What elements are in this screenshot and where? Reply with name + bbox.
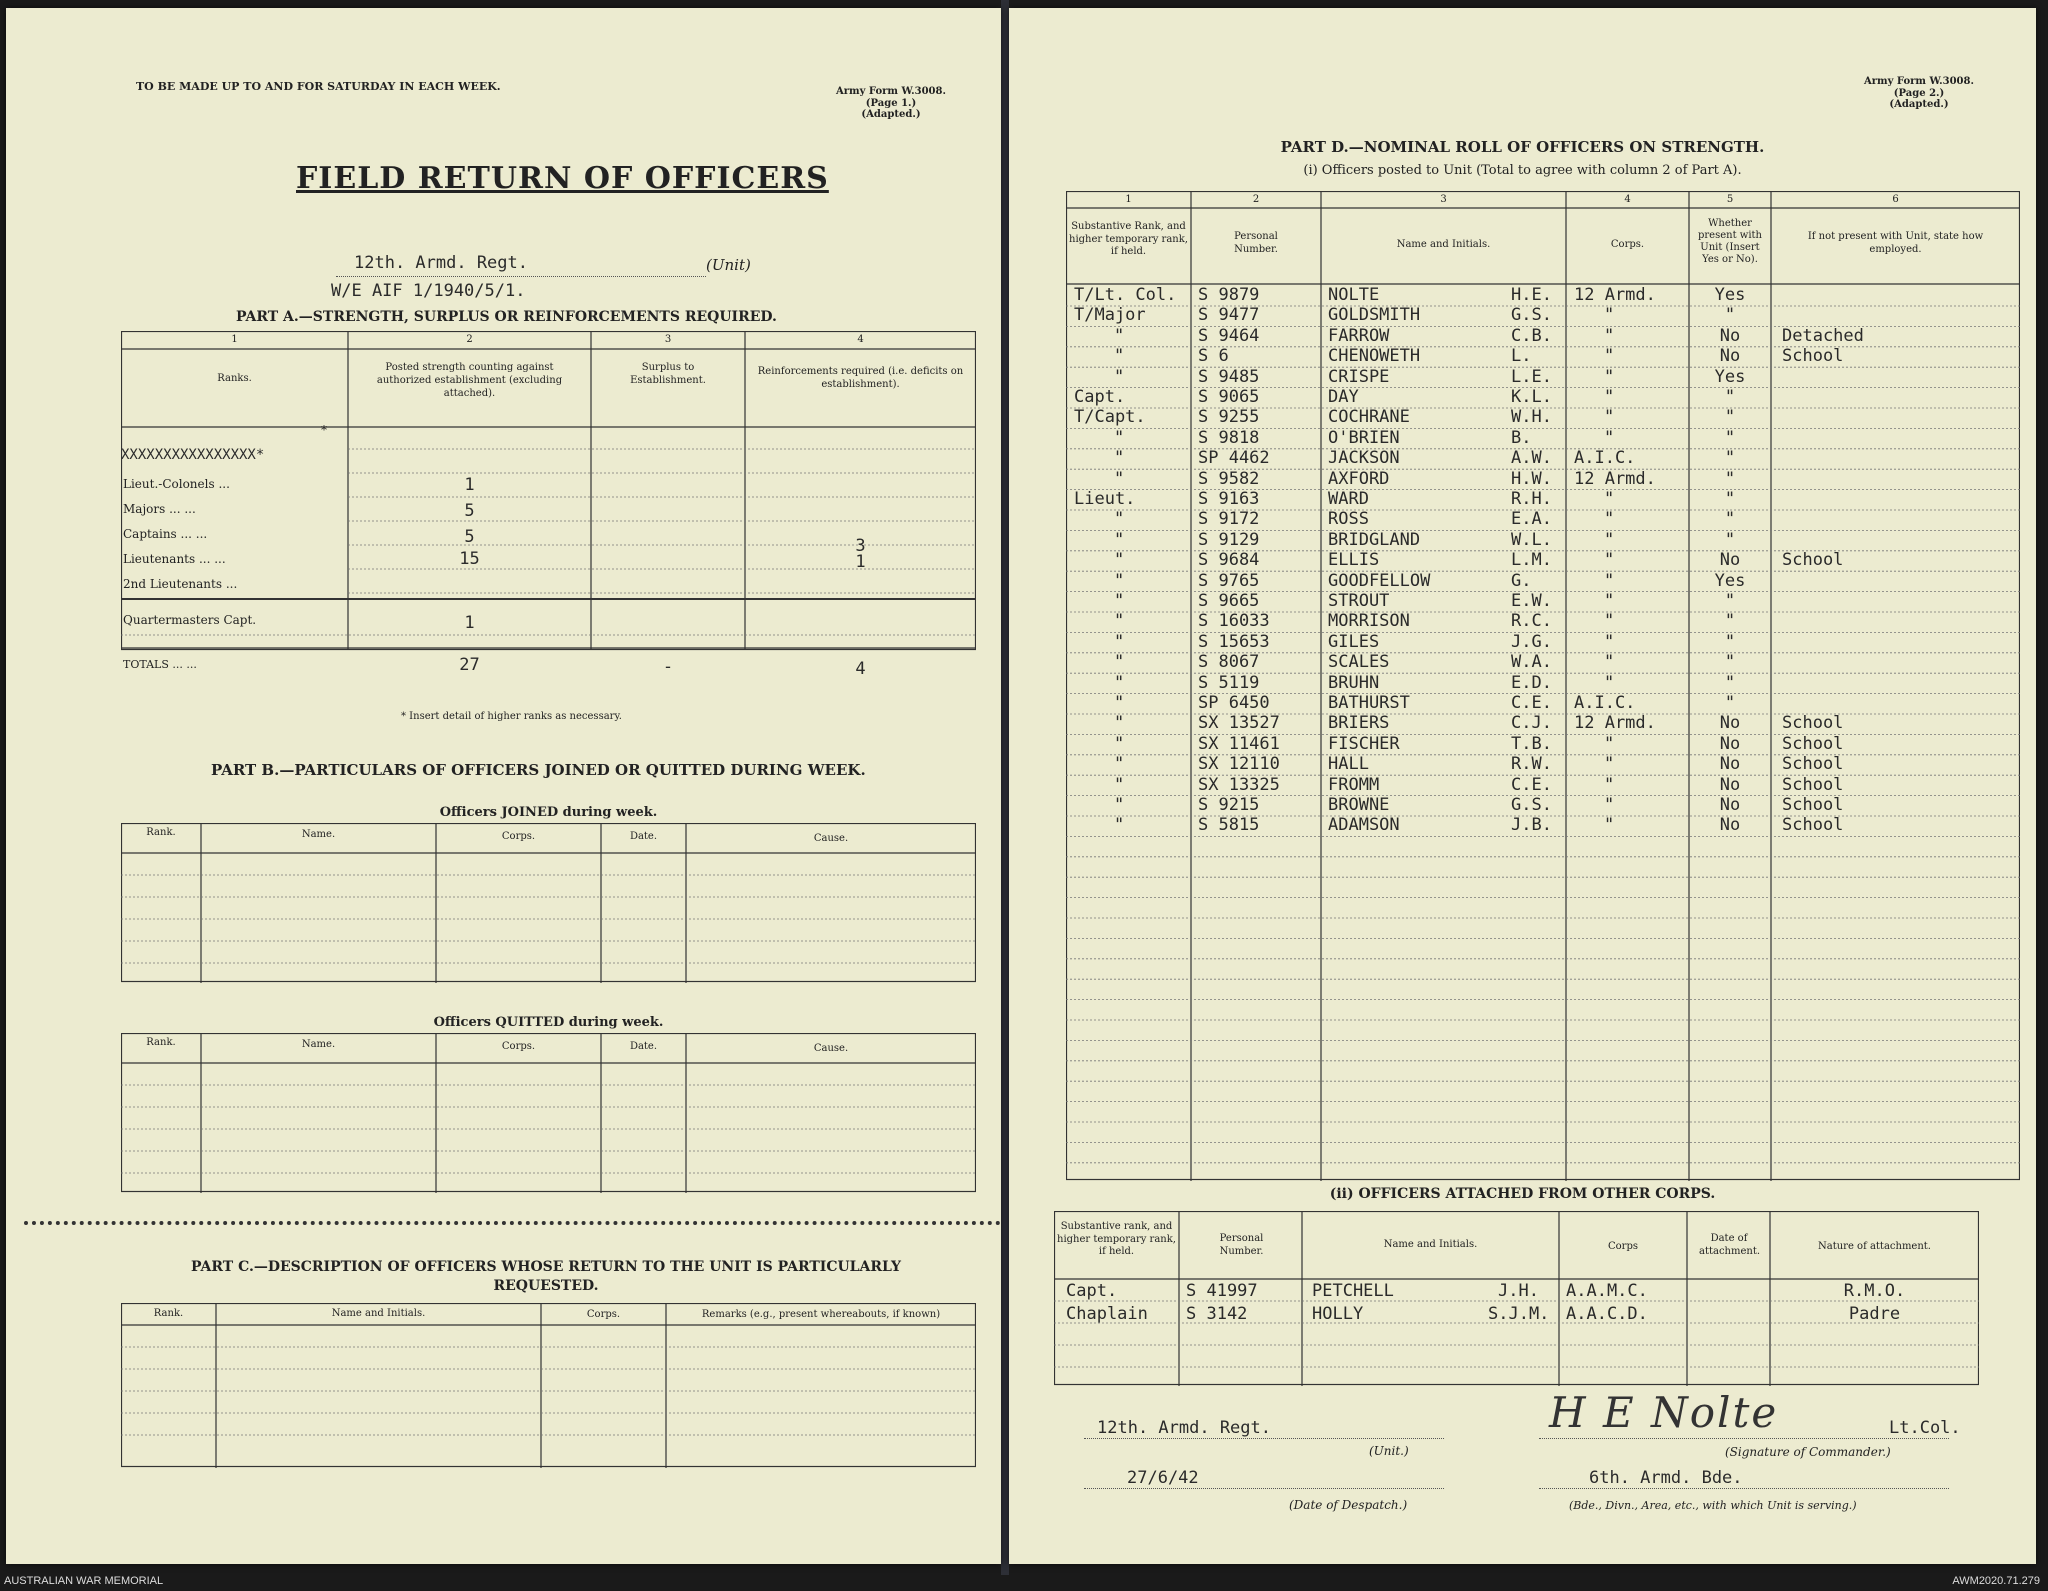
officer-name: BRIDGLAND <box>1328 529 1421 550</box>
officer-rank: Capt. <box>1074 387 1126 407</box>
part-c-col-rank: Rank. <box>153 1308 184 1319</box>
col-num-1: 1 <box>231 334 238 345</box>
officer-rank: " <box>1114 672 1125 693</box>
rank-2nd-lieutenants: 2nd Lieutenants ... <box>123 577 238 591</box>
brigade-label: (Bde., Divn., Area, etc., with which Unit is serving.) <box>1569 1499 1857 1512</box>
we-reference: W/E AIF 1/1940/5/1. <box>331 281 526 301</box>
tear-line <box>24 1221 1001 1225</box>
pd-header-rank: Substantive Rank, and higher temporary rank, if held. <box>1069 221 1188 257</box>
army-form-label <box>826 86 956 121</box>
officer-name: MORRISON <box>1328 611 1410 632</box>
officer-corps: " <box>1604 325 1615 346</box>
quitted-grid <box>121 1033 976 1193</box>
army-form-number: Army Form W.3008. <box>836 86 946 97</box>
officer-rank: " <box>1114 693 1125 713</box>
officer-name: GOLDSMITH <box>1328 305 1421 326</box>
officer-initials: C.J. <box>1511 713 1552 734</box>
officer-number: S 9485 <box>1198 366 1260 387</box>
totals-label: TOTALS ... ... <box>123 658 197 671</box>
pd-col-num-4: 4 <box>1624 194 1631 205</box>
officer-rank: " <box>1114 509 1125 530</box>
officer-present: " <box>1724 693 1736 713</box>
brigade-rule <box>1539 1488 1949 1489</box>
officer-corps: " <box>1604 795 1615 815</box>
officer-name: ADAMSON <box>1328 815 1400 836</box>
officer-number: S 5815 <box>1198 815 1260 836</box>
unit-label: (Unit) <box>706 256 751 274</box>
part-c-grid <box>121 1303 976 1468</box>
officer-employed: School <box>1782 754 1844 775</box>
officer-initials: G. <box>1511 570 1532 591</box>
officer-initials: L. <box>1511 346 1532 367</box>
officer-initials: G.S. <box>1511 795 1552 815</box>
officer-name: GILES <box>1328 631 1380 652</box>
att-row-2-nature: Padre <box>1848 1304 1901 1324</box>
officer-corps: " <box>1604 815 1615 836</box>
col-header-surplus: Surplus to Establishment. <box>630 362 706 386</box>
despatch-date-label: (Date of Despatch.) <box>1289 1498 1408 1512</box>
officer-initials: H.W. <box>1511 468 1552 489</box>
quitted-col-rank: Rank. <box>146 1037 176 1048</box>
officer-initials: L.E. <box>1511 366 1552 387</box>
officer-number: S 9255 <box>1198 407 1260 428</box>
quitted-col-name: Name. <box>301 1039 336 1050</box>
officer-present: " <box>1724 611 1736 632</box>
officer-rank: " <box>1114 815 1125 836</box>
officer-number: SP 6450 <box>1198 693 1270 713</box>
officer-employed: School <box>1782 733 1844 754</box>
att-row-2-corps: A.A.C.D. <box>1566 1304 1648 1324</box>
pd-col-num-2: 2 <box>1252 194 1260 205</box>
officer-name: FROMM <box>1328 774 1380 795</box>
att-header-rank: Substantive rank, and higher temporary rank, if held. <box>1057 1221 1176 1257</box>
att-row-2-number: S 3142 <box>1186 1304 1248 1324</box>
officer-initials: H.E. <box>1511 285 1552 305</box>
officer-rank: " <box>1114 366 1125 387</box>
officer-number: S 9172 <box>1198 509 1260 530</box>
officer-initials: W.H. <box>1511 407 1552 428</box>
pd-col-num-5: 5 <box>1726 194 1734 205</box>
brigade-value: 6th. Armd. Bde. <box>1589 1468 1743 1488</box>
officer-corps: " <box>1604 570 1615 591</box>
rank-majors: Majors ... ... <box>123 502 196 516</box>
col-num-4: 4 <box>857 334 864 345</box>
pd-col-num-1: 1 <box>1125 194 1132 205</box>
part-a-table <box>121 331 976 691</box>
officer-present: " <box>1724 448 1736 469</box>
officer-rank: " <box>1114 591 1125 611</box>
officer-initials: G.S. <box>1511 305 1552 326</box>
officer-number: S 9879 <box>1198 285 1260 305</box>
officer-rank: T/Major <box>1074 305 1146 326</box>
officer-rank: T/Lt. Col. <box>1074 285 1177 305</box>
officer-corps: " <box>1604 672 1615 693</box>
joined-col-cause: Cause. <box>813 833 849 844</box>
officer-present: No <box>1719 815 1741 836</box>
officer-present: " <box>1724 631 1736 652</box>
officer-employed: Detached <box>1782 325 1864 346</box>
officer-rank: " <box>1114 611 1125 632</box>
officer-number: S 9065 <box>1198 387 1260 407</box>
despatch-date-rule <box>1084 1488 1444 1489</box>
officer-initials: C.E. <box>1511 774 1552 795</box>
att-row-2-rank: Chaplain <box>1066 1304 1148 1324</box>
att-row-1-name: PETCHELL <box>1312 1281 1394 1301</box>
officer-number: S 9582 <box>1198 468 1260 489</box>
officer-rank: " <box>1114 631 1125 652</box>
footer-unit-rule <box>1084 1438 1444 1439</box>
totals-surplus: - <box>662 657 674 677</box>
officer-rank: " <box>1114 733 1125 754</box>
officer-corps: " <box>1604 305 1615 326</box>
officer-number: S 9765 <box>1198 570 1260 591</box>
officer-present: No <box>1719 774 1741 795</box>
officer-name: STROUT <box>1328 591 1390 611</box>
officer-name: HALL <box>1328 754 1369 775</box>
officer-number: S 8067 <box>1198 652 1260 673</box>
posted-lieutenants: 15 <box>459 549 480 569</box>
officer-corps: " <box>1604 407 1615 428</box>
officer-rank: " <box>1114 448 1125 469</box>
officer-initials: E.D. <box>1511 672 1552 693</box>
officer-present: " <box>1724 427 1736 448</box>
rank-captains: Captains ... ... <box>123 527 208 541</box>
officer-initials: T.B. <box>1511 733 1552 754</box>
officer-initials: C.B. <box>1511 325 1552 346</box>
officer-corps: " <box>1604 754 1615 775</box>
totals-posted: 27 <box>459 655 480 675</box>
officer-rank: Lieut. <box>1074 489 1136 509</box>
reinf-captains: 3 <box>855 536 866 556</box>
officer-corps: " <box>1604 733 1615 754</box>
rank-lieut-colonels: Lieut.-Colonels ... <box>123 477 230 491</box>
officer-present: No <box>1719 325 1741 346</box>
att-header-name: Name and Initials. <box>1383 1239 1478 1250</box>
part-d-heading: PART D.—NOMINAL ROLL OF OFFICERS ON STRENGTH. <box>1280 138 1765 156</box>
officer-corps: " <box>1604 611 1615 632</box>
officer-present: No <box>1719 550 1741 571</box>
book-gutter <box>1001 0 1009 1575</box>
officer-name: FISCHER <box>1328 733 1400 754</box>
officer-corps: 12 Armd. <box>1574 468 1656 489</box>
joined-grid <box>121 823 976 983</box>
officer-initials: R.C. <box>1511 611 1552 632</box>
quitted-col-date: Date. <box>629 1041 658 1052</box>
officer-present: " <box>1724 468 1736 489</box>
part-c-col-corps: Corps. <box>586 1309 621 1320</box>
officer-name: NOLTE <box>1328 285 1380 305</box>
officer-employed: School <box>1782 815 1844 836</box>
officer-initials: C.E. <box>1511 693 1552 713</box>
officer-employed: School <box>1782 550 1844 571</box>
officer-present: " <box>1724 591 1736 611</box>
officer-name: SCALES <box>1328 652 1390 673</box>
officer-present: " <box>1724 387 1736 407</box>
part-c-table <box>121 1303 976 1468</box>
officer-name: DAY <box>1328 387 1359 407</box>
attached-heading: (ii) OFFICERS ATTACHED FROM OTHER CORPS. <box>1329 1186 1716 1202</box>
posted-captains: 5 <box>464 527 475 547</box>
officer-rank: " <box>1114 652 1125 673</box>
officer-number: S 5119 <box>1198 672 1260 693</box>
officer-number: S 6 <box>1198 346 1229 367</box>
officer-corps: A.I.C. <box>1574 448 1636 469</box>
att-row-1-rank: Capt. <box>1066 1281 1118 1301</box>
col-header-reinforcements: Reinforcements required (i.e. deficits on establishment). <box>757 366 964 390</box>
officer-corps: " <box>1604 550 1615 571</box>
officer-initials: J.G. <box>1511 631 1552 652</box>
officer-number: S 9665 <box>1198 591 1260 611</box>
att-row-1-initials: J.H. <box>1498 1281 1539 1301</box>
officer-number: S 9818 <box>1198 427 1260 448</box>
officer-rank: T/Capt. <box>1074 407 1146 428</box>
despatch-date-value: 27/6/42 <box>1127 1468 1199 1488</box>
att-row-1-number: S 41997 <box>1186 1281 1258 1301</box>
officer-corps: 12 Armd. <box>1574 713 1656 734</box>
signature-label: (Signature of Commander.) <box>1725 1445 1891 1459</box>
officer-present: No <box>1719 713 1741 734</box>
footer-institution: AUSTRALIAN WAR MEMORIAL <box>4 1575 164 1587</box>
officer-name: O'BRIEN <box>1328 427 1400 448</box>
officer-rank: " <box>1114 346 1125 367</box>
officer-present: " <box>1724 489 1736 509</box>
officer-corps: " <box>1604 509 1615 530</box>
totals-reinf: 4 <box>855 659 866 679</box>
officer-rank: " <box>1114 529 1125 550</box>
officer-present: Yes <box>1714 285 1746 305</box>
officer-corps: " <box>1604 489 1615 509</box>
officer-name: CHENOWETH <box>1328 346 1421 367</box>
part-d-subheading: (i) Officers posted to Unit (Total to agree with column 2 of Part A). <box>1303 163 1742 178</box>
officer-corps: 12 Armd. <box>1574 285 1656 305</box>
part-d-table <box>1066 191 2020 1181</box>
footer-accession: AWM2020.71.279 <box>1952 1575 2040 1587</box>
footer-unit-label: (Unit.) <box>1369 1444 1409 1458</box>
adapted-label-right: (Adapted.) <box>1889 99 1949 110</box>
part-c-col-remarks: Remarks (e.g., present whereabouts, if known) <box>701 1309 941 1320</box>
officer-initials: W.L. <box>1511 529 1552 550</box>
officer-rank: " <box>1114 795 1125 815</box>
officer-corps: " <box>1604 529 1615 550</box>
pd-header-corps: Corps. <box>1610 239 1645 250</box>
officer-present: Yes <box>1714 366 1746 387</box>
joined-col-name: Name. <box>301 829 336 840</box>
officer-corps: " <box>1604 591 1615 611</box>
officer-name: JACKSON <box>1328 448 1400 469</box>
officer-number: S 9477 <box>1198 305 1260 326</box>
officer-corps: A.I.C. <box>1574 693 1636 713</box>
officer-name: AXFORD <box>1328 468 1390 489</box>
officer-number: SX 12110 <box>1198 754 1280 775</box>
officer-employed: School <box>1782 346 1844 367</box>
officer-name: FARROW <box>1328 325 1390 346</box>
pd-col-num-3: 3 <box>1440 194 1447 205</box>
part-a-heading: PART A.—STRENGTH, SURPLUS OR REINFORCEMENTS REQUIRED. <box>236 309 777 325</box>
officer-rank: " <box>1114 427 1125 448</box>
officer-name: BROWNE <box>1328 795 1390 815</box>
page-number: (Page 1.) <box>865 97 917 109</box>
rank-row-struck: XXXXXXXXXXXXXXXX* <box>121 447 265 463</box>
unit-value: 12th. Armd. Regt. <box>354 253 528 273</box>
officer-name: COCHRANE <box>1328 407 1410 428</box>
quitted-col-corps: Corps. <box>501 1041 536 1052</box>
col-header-ranks: Ranks. <box>217 373 252 384</box>
joined-col-corps: Corps. <box>501 831 536 842</box>
officer-rank: " <box>1114 468 1125 489</box>
pd-col-num-6: 6 <box>1892 194 1899 205</box>
officer-initials: J.B. <box>1511 815 1552 836</box>
officer-initials: L.M. <box>1511 550 1552 571</box>
att-row-2-initials: S.J.M. <box>1488 1304 1550 1324</box>
officer-initials: K.L. <box>1511 387 1552 407</box>
officer-name: CRISPE <box>1328 366 1390 387</box>
joined-col-date: Date. <box>629 831 658 842</box>
quitted-col-cause: Cause. <box>813 1043 849 1054</box>
officer-present: No <box>1719 346 1741 367</box>
att-row-1-corps: A.A.M.C. <box>1566 1281 1648 1301</box>
officer-number: S 9684 <box>1198 550 1260 571</box>
officer-rank: " <box>1114 550 1125 571</box>
officer-present: " <box>1724 509 1736 530</box>
officer-employed: School <box>1782 774 1844 795</box>
officer-name: BRIERS <box>1328 713 1390 734</box>
officer-present: " <box>1724 305 1736 326</box>
rank-lieutenants: Lieutenants ... ... <box>123 552 226 566</box>
officer-number: SX 13527 <box>1198 713 1280 734</box>
officer-name: GOODFELLOW <box>1328 570 1431 591</box>
footer-unit-value: 12th. Armd. Regt. <box>1097 1418 1271 1438</box>
officer-present: No <box>1719 733 1741 754</box>
joined-title: Officers JOINED during week. <box>439 805 658 820</box>
pd-header-employed: If not present with Unit, state how employed. <box>1807 231 1984 255</box>
officer-present: " <box>1724 652 1736 673</box>
adapted-label: (Adapted.) <box>861 109 921 120</box>
officer-corps: " <box>1604 631 1615 652</box>
posted-majors: 5 <box>464 501 475 521</box>
officer-initials: R.H. <box>1511 489 1552 509</box>
col-num-3: 3 <box>664 334 672 345</box>
officer-number: S 15653 <box>1198 631 1270 652</box>
officer-present: " <box>1724 529 1736 550</box>
officer-corps: " <box>1604 346 1615 367</box>
quitted-title: Officers QUITTED during week. <box>433 1015 664 1030</box>
officer-initials: B. <box>1511 427 1532 448</box>
officer-present: " <box>1724 407 1736 428</box>
pd-header-present: Whether present with Unit (Insert Yes or No). <box>1697 218 1762 265</box>
officer-initials: E.W. <box>1511 591 1552 611</box>
officer-number: S 9163 <box>1198 489 1260 509</box>
officer-number: S 9215 <box>1198 795 1260 815</box>
part-c-heading: PART C.—DESCRIPTION OF OFFICERS WHOSE RETURN TO THE UNIT IS PARTICULARLY REQUESTED. <box>191 1259 901 1294</box>
army-form-label-right <box>1819 76 2019 111</box>
attached-table <box>1054 1211 1979 1386</box>
top-note: TO BE MADE UP TO AND FOR SATURDAY IN EACH WEEK. <box>136 80 501 93</box>
officer-rank: " <box>1114 570 1125 591</box>
officer-initials: W.A. <box>1511 652 1552 673</box>
officer-employed: School <box>1782 795 1844 815</box>
officer-present: " <box>1724 672 1736 693</box>
quitted-table <box>121 1033 976 1193</box>
officer-rank: " <box>1114 774 1125 795</box>
att-row-2-name: HOLLY <box>1312 1304 1364 1324</box>
officer-corps: " <box>1604 427 1615 448</box>
pd-header-number: Personal Number. <box>1234 231 1278 255</box>
officer-name: ELLIS <box>1328 550 1380 571</box>
officer-rank: " <box>1114 713 1125 734</box>
officer-rank: " <box>1114 325 1125 346</box>
posted-quartermasters: 1 <box>464 613 475 633</box>
att-header-nature: Nature of attachment. <box>1818 1241 1931 1252</box>
officer-number: SP 4462 <box>1198 448 1270 469</box>
col-num-2: 2 <box>466 334 473 345</box>
rank-quartermasters: Quartermasters Capt. <box>123 613 257 627</box>
officer-initials: E.A. <box>1511 509 1552 530</box>
signature-rank: Lt.Col. <box>1889 1418 1961 1438</box>
part-b-heading: PART B.—PARTICULARS OF OFFICERS JOINED OR QUITTED DURING WEEK. <box>211 761 866 779</box>
unit-rule <box>336 276 706 277</box>
page-number-right: (Page 2.) <box>1893 87 1945 99</box>
rank-row-asterisk: * <box>321 423 327 437</box>
reinf-lieutenants: 1 <box>855 552 866 572</box>
officer-corps: " <box>1604 652 1615 673</box>
att-header-corps: Corps <box>1608 1241 1638 1252</box>
commander-signature: H E Nolte <box>1549 1388 1779 1437</box>
pd-header-name: Name and Initials. <box>1396 239 1491 250</box>
posted-lieut-colonels: 1 <box>464 475 475 495</box>
officer-name: BATHURST <box>1328 693 1410 713</box>
officer-present: No <box>1719 795 1741 815</box>
col-header-posted: Posted strength counting against authorized establishment (excluding attached). <box>376 362 563 399</box>
officer-number: S 9464 <box>1198 325 1260 346</box>
officer-number: S 16033 <box>1198 611 1270 632</box>
officer-initials: R.W. <box>1511 754 1552 775</box>
army-form-number-right: Army Form W.3008. <box>1864 76 1974 87</box>
officer-number: SX 13325 <box>1198 774 1280 795</box>
officer-corps: " <box>1604 774 1615 795</box>
officer-corps: " <box>1604 387 1615 407</box>
joined-table <box>121 823 976 983</box>
officer-initials: A.W. <box>1511 448 1552 469</box>
form-title: FIELD RETURN OF OFFICERS <box>296 161 829 196</box>
officer-name: WARD <box>1328 489 1369 509</box>
officer-rank: " <box>1114 754 1125 775</box>
officer-number: S 9129 <box>1198 529 1260 550</box>
officer-corps: " <box>1604 366 1615 387</box>
right-page <box>1009 8 2036 1564</box>
att-header-number: Personal Number. <box>1219 1233 1264 1257</box>
part-a-footnote: * Insert detail of higher ranks as necessary. <box>401 711 622 722</box>
left-page <box>6 8 1001 1564</box>
att-row-1-nature: R.M.O. <box>1843 1281 1906 1301</box>
officer-present: No <box>1719 754 1741 775</box>
officer-name: ROSS <box>1328 509 1369 530</box>
att-header-date: Date of attachment. <box>1699 1233 1761 1257</box>
officer-name: BRUHN <box>1328 672 1380 693</box>
part-c-col-name: Name and Initials. <box>331 1308 426 1319</box>
officer-present: Yes <box>1714 570 1746 591</box>
officer-employed: School <box>1782 713 1844 734</box>
joined-col-rank: Rank. <box>146 827 176 838</box>
officer-number: SX 11461 <box>1198 733 1280 754</box>
signature-rule <box>1539 1438 1949 1439</box>
